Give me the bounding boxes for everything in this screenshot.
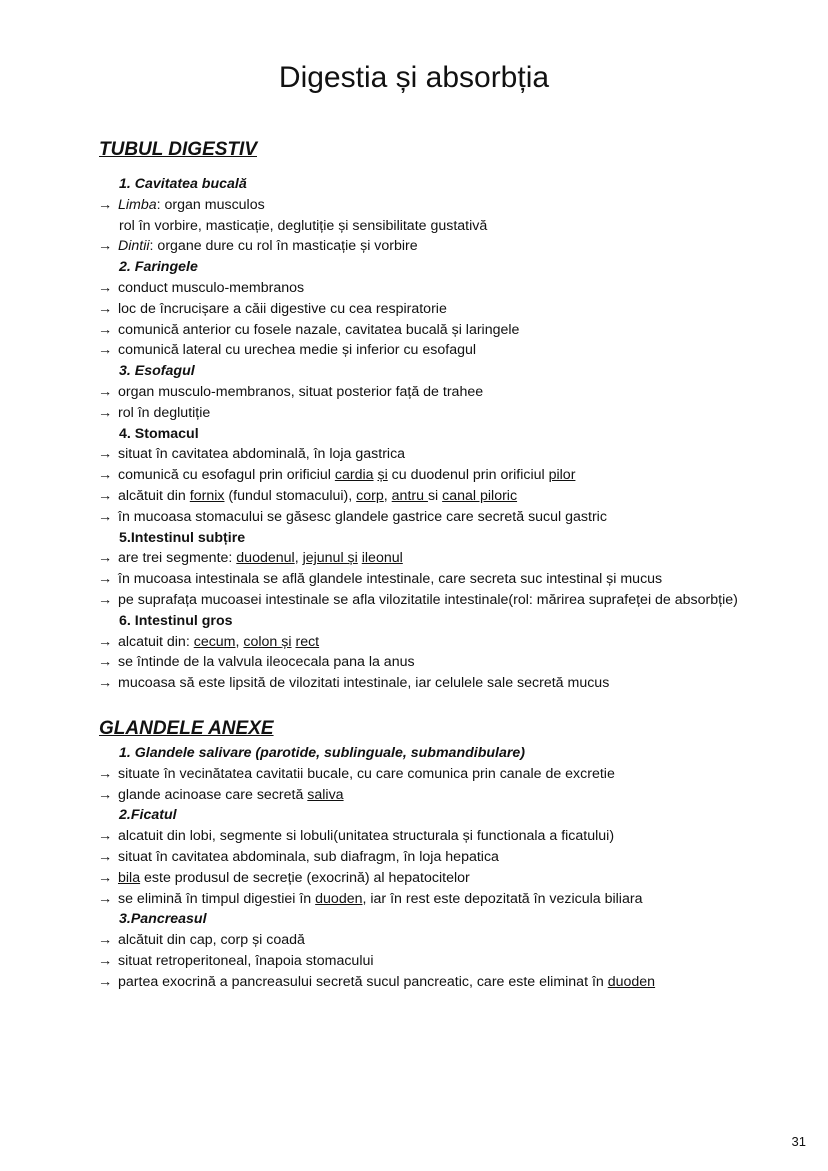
bullet-line xyxy=(98,847,803,868)
text-segment: alcatuit din: xyxy=(118,633,194,650)
text-segment: conduct musculo-membranos xyxy=(118,279,305,296)
arrow-icon: → xyxy=(98,786,113,803)
arrow-icon: → xyxy=(98,591,113,608)
text-segment: comunică cu esofagul prin orificiul xyxy=(118,467,335,484)
underlined-term: duodenul xyxy=(236,550,295,567)
text-segment: situat retroperitoneal, înapoia stomacului xyxy=(118,952,374,969)
underlined-term: colon xyxy=(243,633,282,650)
arrow-icon: → xyxy=(98,633,113,650)
arrow-icon: → xyxy=(98,383,113,400)
bullet-line xyxy=(98,465,803,486)
text-segment: pe suprafața mucoasei intestinale se afla vilozitatile intestinale(rol: mărirea suprafeței de absorbție) xyxy=(118,591,738,608)
arrow-icon: → xyxy=(98,869,113,886)
arrow-icon: → xyxy=(98,404,113,421)
bullet-line xyxy=(98,826,803,847)
bullet-line xyxy=(98,972,803,993)
arrow-icon: → xyxy=(98,848,113,865)
underlined-term: și xyxy=(281,633,292,650)
arrow-icon: → xyxy=(98,487,113,504)
text-segment: loc de încrucișare a căii digestive cu cea respiratorie xyxy=(118,300,447,317)
underlined-term: canal piloric xyxy=(442,487,518,504)
text-segment: în mucoasa intestinala se află glandele intestinale, care secreta suc intestinal și mucus xyxy=(118,571,663,588)
italic-term: Limba xyxy=(118,196,157,213)
arrow-icon: → xyxy=(98,467,113,484)
bullet-line xyxy=(98,764,803,785)
arrow-icon: → xyxy=(98,238,113,255)
bullet-line xyxy=(98,444,803,465)
arrow-icon: → xyxy=(98,973,113,990)
bullet-line xyxy=(98,652,803,673)
text-segment: alcătuit din xyxy=(118,487,190,504)
bullet-line xyxy=(98,951,803,972)
text-segment: este produsul de secreție (exocrină) al hepatocitelor xyxy=(140,869,470,886)
underlined-term: corp xyxy=(356,487,384,504)
continuation-line xyxy=(98,216,803,237)
page-number: 31 xyxy=(791,1134,806,1149)
underlined-term: duoden xyxy=(315,890,363,907)
arrow-icon: → xyxy=(98,952,113,969)
underlined-term: fornix xyxy=(189,487,225,504)
text-segment: rol în vorbire, masticație, deglutiție și sensibilitate gustativă xyxy=(119,217,488,234)
subsection-heading: 4. Stomacul xyxy=(119,425,199,442)
text-segment: : organ musculos xyxy=(156,196,265,213)
text-segment: comunică anterior cu fosele nazale, cavitatea bucală și laringele xyxy=(118,321,520,338)
bullet-line xyxy=(98,486,803,507)
text-segment: alcatuit din lobi, segmente si lobuli(unitatea structurala și functionala a ficatului) xyxy=(118,828,615,845)
underlined-term: și xyxy=(347,550,358,567)
text-segment: si xyxy=(427,487,443,504)
text-segment: situat în cavitatea abdominala, sub diafragm, în loja hepatica xyxy=(118,848,499,865)
arrow-icon: → xyxy=(98,828,113,845)
arrow-icon: → xyxy=(98,342,113,359)
page-title: Digestia și absorbția xyxy=(278,61,550,94)
underlined-term: bila xyxy=(118,869,141,886)
bullet-line xyxy=(98,195,803,216)
section-heading-glandele-anexe: GLANDELE ANEXE xyxy=(99,718,274,739)
text-segment: , xyxy=(383,487,392,504)
subsection-heading: 5.Intestinul subțire xyxy=(119,529,246,546)
text-segment: se întinde de la valvula ileocecala pana la anus xyxy=(118,654,415,671)
underlined-term: antru xyxy=(391,487,428,504)
arrow-icon: → xyxy=(98,279,113,296)
text-segment: glande acinoase care secretă xyxy=(118,786,308,803)
bullet-line xyxy=(98,569,803,590)
subsection-heading: 3.Pancreasul xyxy=(119,911,207,928)
arrow-icon: → xyxy=(98,446,113,463)
arrow-icon: → xyxy=(98,321,113,338)
bullet-line xyxy=(98,785,803,806)
bullet-line xyxy=(98,320,803,341)
bullet-line xyxy=(98,590,803,611)
bullet-line xyxy=(98,673,803,694)
arrow-icon: → xyxy=(98,890,113,907)
text-segment: situate în vecinătatea cavitatii bucale, cu care comunica prin canale de excretie xyxy=(118,765,615,782)
underlined-term: și xyxy=(377,467,388,484)
bullet-line xyxy=(98,278,803,299)
text-segment: partea exocrină a pancreasului secretă sucul pancreatic, care este eliminat în xyxy=(118,973,608,990)
subsection-heading: 6. Intestinul gros xyxy=(119,612,233,629)
subsection-heading: 2. Faringele xyxy=(119,259,198,276)
text-segment: (fundul stomacului), xyxy=(224,487,357,504)
bullet-line xyxy=(98,930,803,951)
text-segment: : organe dure cu rol în masticație și vorbire xyxy=(149,238,418,255)
text-segment: are trei segmente: xyxy=(118,550,237,567)
text-segment: comunică lateral cu urechea medie și inferior cu esofagul xyxy=(118,342,477,359)
text-segment: , xyxy=(235,633,244,650)
arrow-icon: → xyxy=(98,675,113,692)
bullet-line xyxy=(98,548,803,569)
bullet-line xyxy=(98,382,803,403)
subsection-heading: 2.Ficatul xyxy=(119,807,177,824)
underlined-term: ileonul xyxy=(361,550,403,567)
section-content-glandele-anexe xyxy=(98,743,803,993)
arrow-icon: → xyxy=(98,932,113,949)
underlined-term: duoden xyxy=(607,973,656,990)
text-segment: alcătuit din cap, corp și coadă xyxy=(118,932,305,949)
bullet-line xyxy=(98,403,803,424)
text-segment: rol în deglutiție xyxy=(118,404,211,421)
text-segment: se elimină în timpul digestiei în xyxy=(118,890,316,907)
underlined-term: cardia xyxy=(334,467,374,484)
text-segment: , iar în rest este depozitată în vezicula biliara xyxy=(362,890,643,907)
arrow-icon: → xyxy=(98,300,113,317)
arrow-icon: → xyxy=(98,508,113,525)
underlined-term: jejunul xyxy=(302,550,348,567)
bullet-line xyxy=(98,868,803,889)
bullet-line xyxy=(98,340,803,361)
underlined-term: pilor xyxy=(548,467,576,484)
subsection-heading: 1. Cavitatea bucală xyxy=(119,176,247,192)
arrow-icon: → xyxy=(98,571,113,588)
bullet-line xyxy=(98,632,803,653)
text-segment: situat în cavitatea abdominală, în loja gastrica xyxy=(118,446,406,463)
section-content-tubul-digestiv xyxy=(98,174,803,694)
bullet-line xyxy=(98,236,803,257)
underlined-term: rect xyxy=(295,633,320,650)
text-segment: organ musculo-membranos, situat posterior față de trahee xyxy=(118,383,484,400)
italic-term: Dintii xyxy=(118,238,150,255)
bullet-line xyxy=(98,889,803,910)
text-segment: în mucoasa stomacului se găsesc glandele gastrice care secretă sucul gastric xyxy=(118,508,607,525)
bullet-line xyxy=(98,299,803,320)
text-segment: cu duodenul prin orificiul xyxy=(387,467,549,484)
bullet-line xyxy=(98,507,803,528)
underlined-term: cecum xyxy=(193,633,236,650)
text-segment: , xyxy=(294,550,303,567)
arrow-icon: → xyxy=(98,196,113,213)
text-segment: mucoasa să este lipsită de vilozitati intestinale, iar celulele sale secretă mucus xyxy=(118,675,610,692)
arrow-icon: → xyxy=(98,550,113,567)
section-heading-tubul-digestiv: TUBUL DIGESTIV xyxy=(99,139,257,160)
arrow-icon: → xyxy=(98,654,113,671)
arrow-icon: → xyxy=(98,765,113,782)
underlined-term: saliva xyxy=(307,786,344,803)
subsection-heading: 3. Esofagul xyxy=(119,363,195,380)
subsection-heading: 1. Glandele salivare (parotide, sublinguale, submandibulare) xyxy=(119,745,526,761)
